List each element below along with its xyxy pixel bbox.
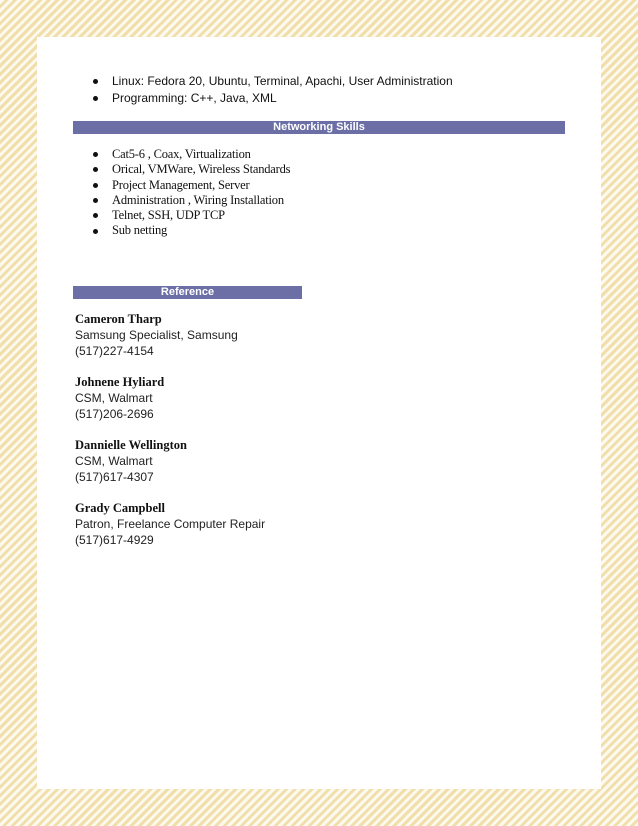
bullet-icon	[93, 183, 98, 188]
reference-phone: (517)617-4929	[75, 533, 154, 547]
bullet-icon	[93, 198, 98, 203]
list-item: Orical, VMWare, Wireless Standards	[37, 162, 290, 177]
reference-role: CSM, Walmart	[75, 454, 153, 468]
reference-name: Cameron Tharp	[75, 312, 162, 326]
bullet-icon	[93, 229, 98, 234]
list-item: Telnet, SSH, UDP TCP	[37, 208, 290, 223]
reference-role: Samsung Specialist, Samsung	[75, 328, 238, 342]
reference-name: Johnene Hyliard	[75, 375, 165, 389]
resume-page	[37, 37, 601, 789]
reference-entry	[75, 437, 555, 485]
networking-skills-list	[37, 147, 290, 239]
list-item: Programming: C++, Java, XML	[37, 90, 453, 107]
bullet-icon	[93, 152, 98, 157]
reference-entry	[75, 500, 555, 548]
list-item: Project Management, Server	[37, 178, 290, 193]
bullet-icon	[93, 167, 98, 172]
reference-phone: (517)617-4307	[75, 470, 154, 484]
list-item: Linux: Fedora 20, Ubuntu, Terminal, Apachi, User Administration	[37, 73, 453, 90]
list-item: Sub netting	[37, 223, 290, 238]
reference-phone: (517)227-4154	[75, 344, 154, 358]
reference-name: Grady Campbell	[75, 501, 165, 515]
reference-role: Patron, Freelance Computer Repair	[75, 517, 266, 531]
technical-skills-list	[37, 73, 453, 107]
networking-skills-heading: Networking Skills	[73, 121, 565, 134]
reference-entry	[75, 374, 555, 422]
reference-name: Dannielle Wellington	[75, 438, 187, 452]
bullet-icon	[93, 79, 98, 84]
bullet-icon	[93, 96, 98, 101]
bullet-icon	[93, 213, 98, 218]
reference-role: CSM, Walmart	[75, 391, 153, 405]
reference-heading: Reference	[73, 286, 302, 299]
list-item: Administration , Wiring Installation	[37, 193, 290, 208]
reference-phone: (517)206-2696	[75, 407, 154, 421]
reference-list	[75, 311, 555, 563]
reference-entry	[75, 311, 555, 359]
list-item: Cat5-6 , Coax, Virtualization	[37, 147, 290, 162]
